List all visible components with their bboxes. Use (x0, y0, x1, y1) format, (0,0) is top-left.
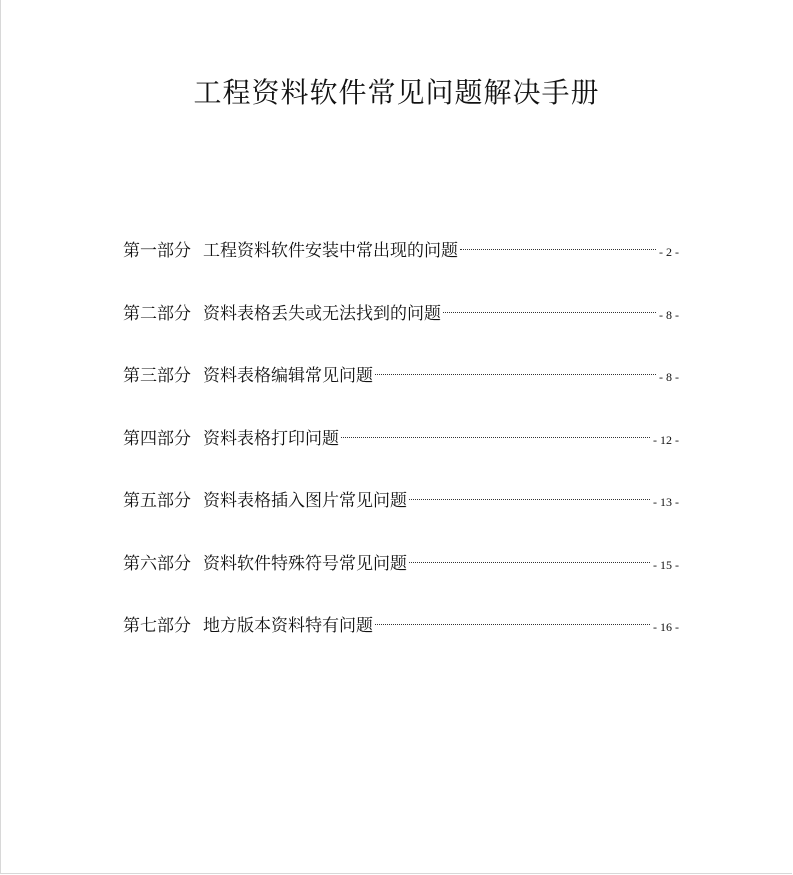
toc-entry-title: 工程资料软件安装中常出现的问题 (203, 241, 458, 261)
toc-dot-leader (409, 562, 650, 563)
toc-entry-1[interactable] (123, 232, 679, 295)
toc-part-label: 第五部分 (123, 491, 191, 511)
toc-entry-title: 资料表格丢失或无法找到的问题 (203, 303, 441, 324)
toc-part-label: 第六部分 (123, 553, 191, 574)
toc-entry-title: 资料表格编辑常见问题 (203, 366, 373, 386)
toc-part-label: 第七部分 (123, 616, 191, 636)
document-title: 工程资料软件常见问题解决手册 (193, 75, 600, 109)
toc-dot-leader (375, 374, 656, 375)
toc-page-number: - 15 - (653, 557, 679, 572)
toc-page-number: - 12 - (653, 432, 679, 447)
toc-entry-6[interactable] (123, 545, 679, 608)
table-of-contents (123, 232, 679, 670)
toc-dot-leader (375, 624, 650, 625)
toc-page-number: - 2 - (659, 245, 679, 259)
toc-page-number: - 8 - (659, 307, 679, 322)
toc-part-label: 第四部分 (123, 428, 191, 449)
toc-entry-5[interactable] (123, 482, 679, 545)
toc-entry-7[interactable] (123, 607, 679, 670)
toc-page-number: - 16 - (653, 620, 679, 634)
toc-entry-title: 资料表格打印问题 (203, 428, 339, 449)
toc-entry-3[interactable] (123, 357, 679, 420)
toc-dot-leader (341, 437, 650, 438)
toc-dot-leader (443, 312, 656, 313)
toc-entry-title: 资料软件特殊符号常见问题 (203, 553, 407, 574)
toc-dot-leader (460, 249, 656, 250)
toc-page-number: - 13 - (653, 495, 679, 509)
toc-entry-4[interactable] (123, 420, 679, 483)
toc-part-label: 第二部分 (123, 303, 191, 324)
toc-page-number: - 8 - (659, 370, 679, 384)
toc-part-label: 第一部分 (123, 241, 191, 261)
toc-part-label: 第三部分 (123, 366, 191, 386)
toc-dot-leader (409, 499, 650, 500)
toc-entry-title: 地方版本资料特有问题 (203, 616, 373, 636)
toc-entry-title: 资料表格插入图片常见问题 (203, 491, 407, 511)
toc-entry-2[interactable] (123, 295, 679, 358)
